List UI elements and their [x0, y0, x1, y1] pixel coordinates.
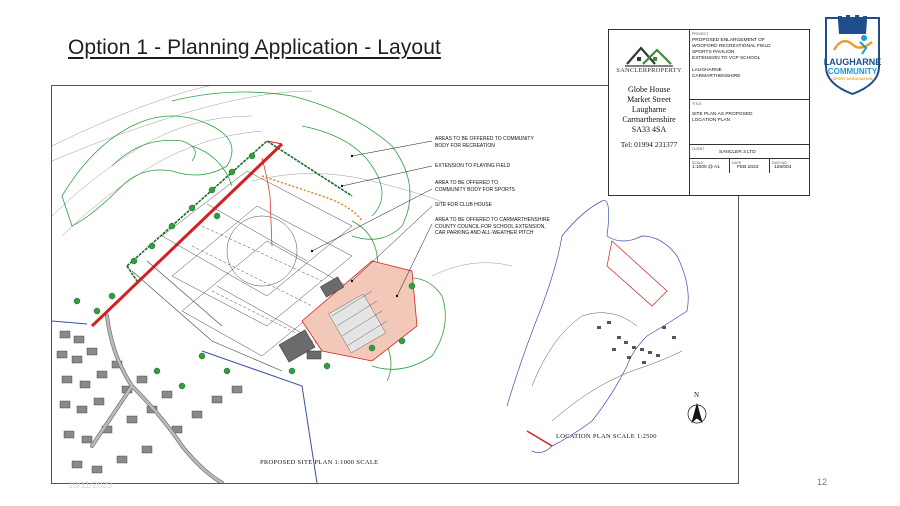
slide-title: Option 1 - Planning Application - Layout	[68, 36, 441, 59]
location-plan-site-red	[607, 241, 667, 306]
client-cell: CLIENT SANCLER 3 LTD	[689, 145, 809, 159]
company-brand: SANCLERPROPERTY	[616, 67, 682, 74]
project-description: PROPOSED ENLARGEMENT OF WOOFORD RECREATIONAL FIELD SPORTS PAVILION EXTENSION TO VCP SCHOOL LAUGHARNE CARMARTHENSHIRE	[692, 38, 771, 79]
runner-icon	[861, 35, 867, 41]
client-name: SANCLER 3 LTD	[719, 150, 756, 155]
north-arrow-icon	[688, 404, 706, 423]
location-plan-red-edge	[527, 431, 552, 446]
callout-school-extension: AREA TO BE OFFERED TO CARMARTHENSHIRE COUNTY COUNCIL FOR SCHOOL EXTENSION, CAR PARKING AND ALL-WEATHER PITCH	[435, 217, 550, 236]
red-boundary	[92, 141, 282, 326]
callout-club-house: SITE FOR CLUB HOUSE	[435, 202, 492, 208]
drawing-title: SITE PLAN AS PROPOSED LOCATION PLAN	[692, 112, 753, 123]
company-address: Globe House Market Street Laugharne Carmarthenshire SA33 4SA	[622, 85, 676, 134]
north-label: N	[694, 391, 700, 399]
title-block-details	[689, 30, 809, 195]
estate-roads-inner	[92, 316, 222, 483]
location-plan-buildings	[597, 321, 676, 364]
callout-recreation: AREAS TO BE OFFERED TO COMMUNITY BODY FOR RECREATION	[435, 136, 534, 149]
drawing-scale: 1:1000 @ A1	[692, 165, 720, 170]
pitch-markings	[192, 226, 322, 346]
crest-line2: COMMUNITY	[827, 67, 878, 76]
project-cell: PROJECT PROPOSED ENLARGEMENT OF WOOFORD RECREATIONAL FIELD SPORTS PAVILION EXTENSION TO VCP SCHOOL LAUGHARNE CARMARTHENSHIRE	[689, 30, 809, 100]
crest-line1: LAUGHARNE	[823, 57, 882, 67]
title-block-company	[609, 30, 690, 195]
scale-date-cell: SCALE 1:1000 @ A1 DATE FEB 2023 DWG NO 126/004	[689, 159, 809, 173]
company-telephone: Tel: 01994 231377	[620, 140, 678, 149]
callout-sports-area: AREA TO BE OFFERED TO COMMUNITY BODY FOR SPORTS	[435, 180, 516, 193]
drawing-title-block	[608, 29, 810, 196]
callout-playing-field-extension: EXTENSION TO PLAYING FIELD	[435, 163, 511, 169]
drawing-date: FEB 2023	[737, 165, 759, 170]
title-cell: TITLE SITE PLAN AS PROPOSED LOCATION PLAN	[689, 100, 809, 145]
slide-date: 10/11/2023	[68, 480, 113, 490]
crest-line3: SPORT ASSOCIATION	[832, 77, 873, 81]
laugharne-crest-logo	[820, 12, 885, 97]
page-number: 12	[817, 477, 828, 487]
site-plan-caption: PROPOSED SITE PLAN 1:1000 SCALE	[260, 459, 379, 466]
location-plan-coast	[532, 313, 682, 421]
footpath	[262, 176, 362, 221]
location-plan-caption: LOCATION PLAN SCALE 1:2500	[556, 433, 657, 440]
house-logo-icon	[619, 40, 679, 70]
drawing-number: 126/004	[774, 165, 792, 170]
